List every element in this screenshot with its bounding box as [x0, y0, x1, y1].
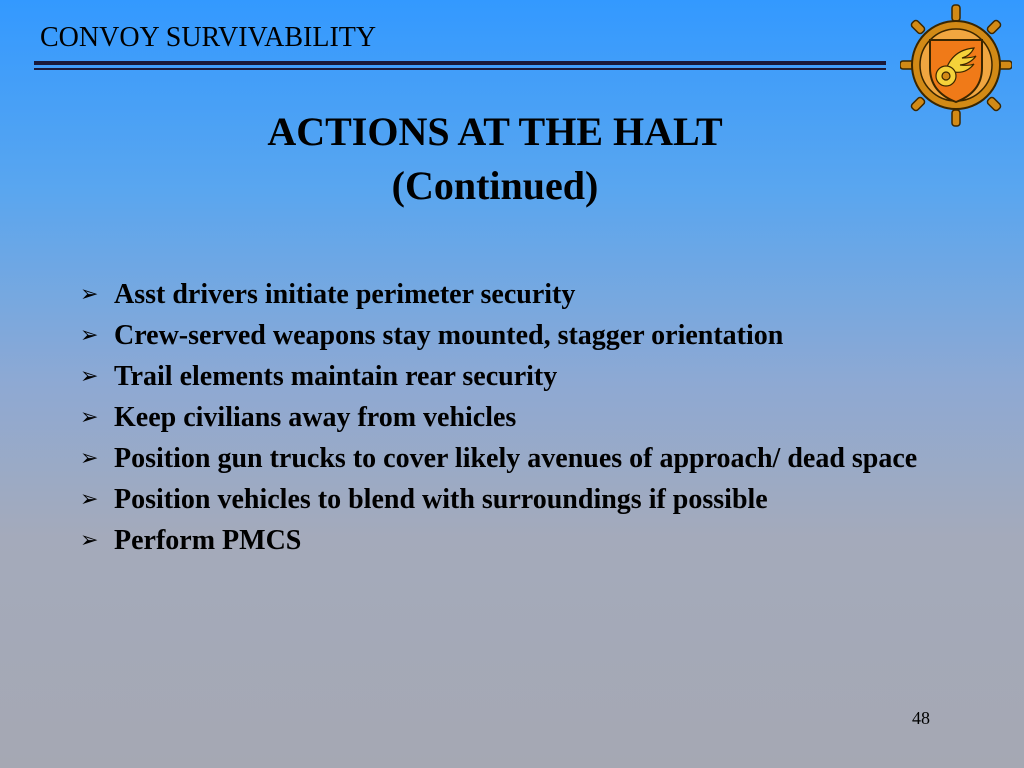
bullet-item [80, 356, 960, 397]
header-title: CONVOY SURVIVABILITY [40, 22, 377, 53]
arrowhead-bullet-icon: ➢ [80, 323, 99, 348]
bullet-text: Asst drivers initiate perimeter security [114, 279, 576, 310]
arrowhead-bullet-icon: ➢ [80, 446, 99, 471]
arrowhead-bullet-icon: ➢ [80, 487, 99, 512]
arrowhead-bullet-icon: ➢ [80, 405, 99, 430]
slide-title: ACTIONS AT THE HALT [267, 109, 723, 154]
bullet-text: Keep civilians away from vehicles [114, 402, 517, 433]
bullet-list [80, 274, 960, 561]
slide-subtitle: (Continued) [391, 163, 599, 208]
bullet-item [80, 274, 960, 315]
arrowhead-bullet-icon: ➢ [80, 528, 99, 553]
bullet-text: Crew-served weapons stay mounted, stagger orientation [114, 320, 784, 351]
page-number: 48 [912, 708, 930, 728]
bullet-item [80, 479, 960, 520]
bullet-text: Position vehicles to blend with surroundings if possible [114, 484, 768, 515]
bullet-item [80, 520, 960, 561]
bullet-item [80, 315, 960, 356]
bullet-item [80, 438, 960, 479]
header-rule-thick [34, 61, 886, 65]
header-rule-thin [34, 68, 886, 70]
bullet-text: Perform PMCS [114, 525, 302, 556]
bullet-text: Position gun trucks to cover likely avenues of approach/ dead space [114, 443, 918, 474]
bullet-text: Trail elements maintain rear security [114, 361, 558, 392]
arrowhead-bullet-icon: ➢ [80, 282, 99, 307]
arrowhead-bullet-icon: ➢ [80, 364, 99, 389]
bullet-item [80, 397, 960, 438]
